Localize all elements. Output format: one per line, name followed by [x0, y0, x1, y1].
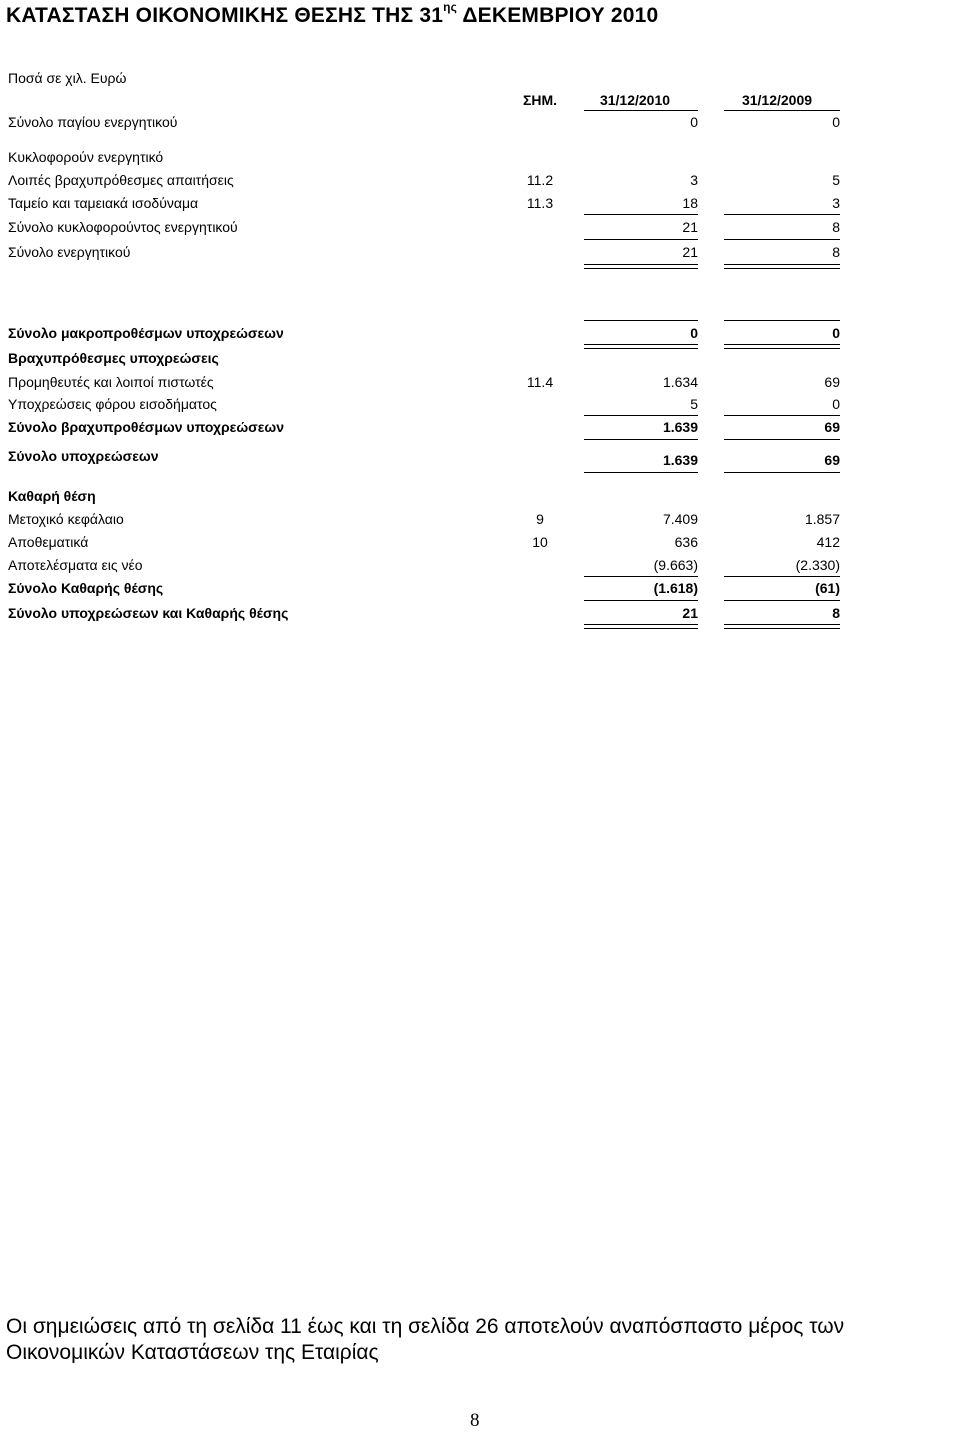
table-row: Σύνολο παγίου ενεργητικού 0 0: [8, 114, 840, 130]
subtotal-line: [724, 600, 840, 601]
table-row: Αποθεματικά 10 636 412: [8, 534, 840, 550]
column-header-2009: 31/12/2009: [741, 92, 813, 108]
table-row: Αποτελέσματα εις νέο (9.663) (2.330): [8, 557, 840, 573]
table-row: Σύνολο ενεργητικού 21 8: [8, 244, 840, 260]
total-double-line: [724, 264, 840, 265]
header-underline-2009: [724, 110, 840, 111]
subtotal-line: [584, 439, 698, 440]
subtotal-line: [724, 239, 840, 240]
table-row: Ταμείο και ταμειακά ισοδύναμα 11.3 18 3: [8, 195, 840, 211]
subtotal-line: [584, 239, 698, 240]
table-row: Σύνολο υποχρεώσεων και Καθαρής θέσης 21 8: [8, 605, 840, 621]
units-note: Ποσά σε χιλ. Ευρώ: [8, 70, 127, 86]
subtotal-line: [584, 600, 698, 601]
column-header-2010: 31/12/2010: [599, 92, 671, 108]
total-double-line: [724, 628, 840, 629]
section-heading: Κυκλοφορούν ενεργητικό: [8, 149, 164, 165]
total-double-line: [584, 344, 698, 345]
total-double-line: [584, 264, 698, 265]
section-heading: Βραχυπρόθεσμες υποχρεώσεις: [8, 350, 219, 366]
table-row: Υποχρεώσεις φόρου εισοδήματος 5 0: [8, 396, 840, 412]
table-row: Μετοχικό κεφάλαιο 9 7.409 1.857: [8, 511, 840, 527]
subtotal-line: [584, 415, 698, 416]
subtotal-line: [584, 472, 698, 473]
page-number: 8: [470, 1410, 480, 1431]
total-double-line: [724, 344, 840, 345]
subtotal-line: [724, 415, 840, 416]
total-double-line: [584, 268, 698, 269]
subtotal-line: [724, 576, 840, 577]
total-double-line: [584, 628, 698, 629]
subtotal-line: [724, 439, 840, 440]
total-double-line: [724, 624, 840, 625]
total-double-line: [584, 624, 698, 625]
title-rest: ΔΕΚΕΜΒΡΙΟΥ 2010: [457, 4, 659, 27]
title-superscript: ης: [443, 0, 458, 14]
subtotal-line: [724, 320, 840, 321]
footer-note: Οι σημειώσεις από τη σελίδα 11 έως και τη σελίδα 26 αποτελούν αναπόσπαστο μέρος των Οικονομικών Καταστάσεων της Εταιρίας: [6, 1315, 845, 1364]
subtotal-line: [584, 320, 698, 321]
total-double-line: [724, 348, 840, 349]
subtotal-line: [584, 576, 698, 577]
table-row: Προμηθευτές και λοιποί πιστωτές 11.4 1.634 69: [8, 374, 840, 390]
title-main: ΚΑΤΑΣΤΑΣΗ ΟΙΚΟΝΟΜΙΚΗΣ ΘΕΣΗΣ ΤΗΣ 31: [6, 4, 444, 27]
column-header-note: ΣΗΜ.: [522, 92, 558, 108]
subtotal-line: [724, 214, 840, 215]
table-row: Σύνολο υποχρεώσεων 1.639 69: [8, 448, 840, 468]
section-heading: Καθαρή θέση: [8, 488, 96, 504]
table-row: Λοιπές βραχυπρόθεσμες απαιτήσεις 11.2 3 5: [8, 172, 840, 188]
total-double-line: [724, 268, 840, 269]
subtotal-line: [724, 472, 840, 473]
table-row: Σύνολο βραχυπροθέσμων υποχρεώσεων 1.639 69: [8, 419, 840, 435]
page-title: [6, 0, 659, 28]
subtotal-line: [584, 214, 698, 215]
table-row: Σύνολο Καθαρής θέσης (1.618) (61): [8, 580, 840, 596]
table-row: Σύνολο κυκλοφορούντος ενεργητικού 21 8: [8, 219, 840, 235]
table-row: Σύνολο μακροπροθέσμων υποχρεώσεων 0 0: [8, 325, 840, 341]
total-double-line: [584, 348, 698, 349]
header-underline-2010: [584, 110, 698, 111]
